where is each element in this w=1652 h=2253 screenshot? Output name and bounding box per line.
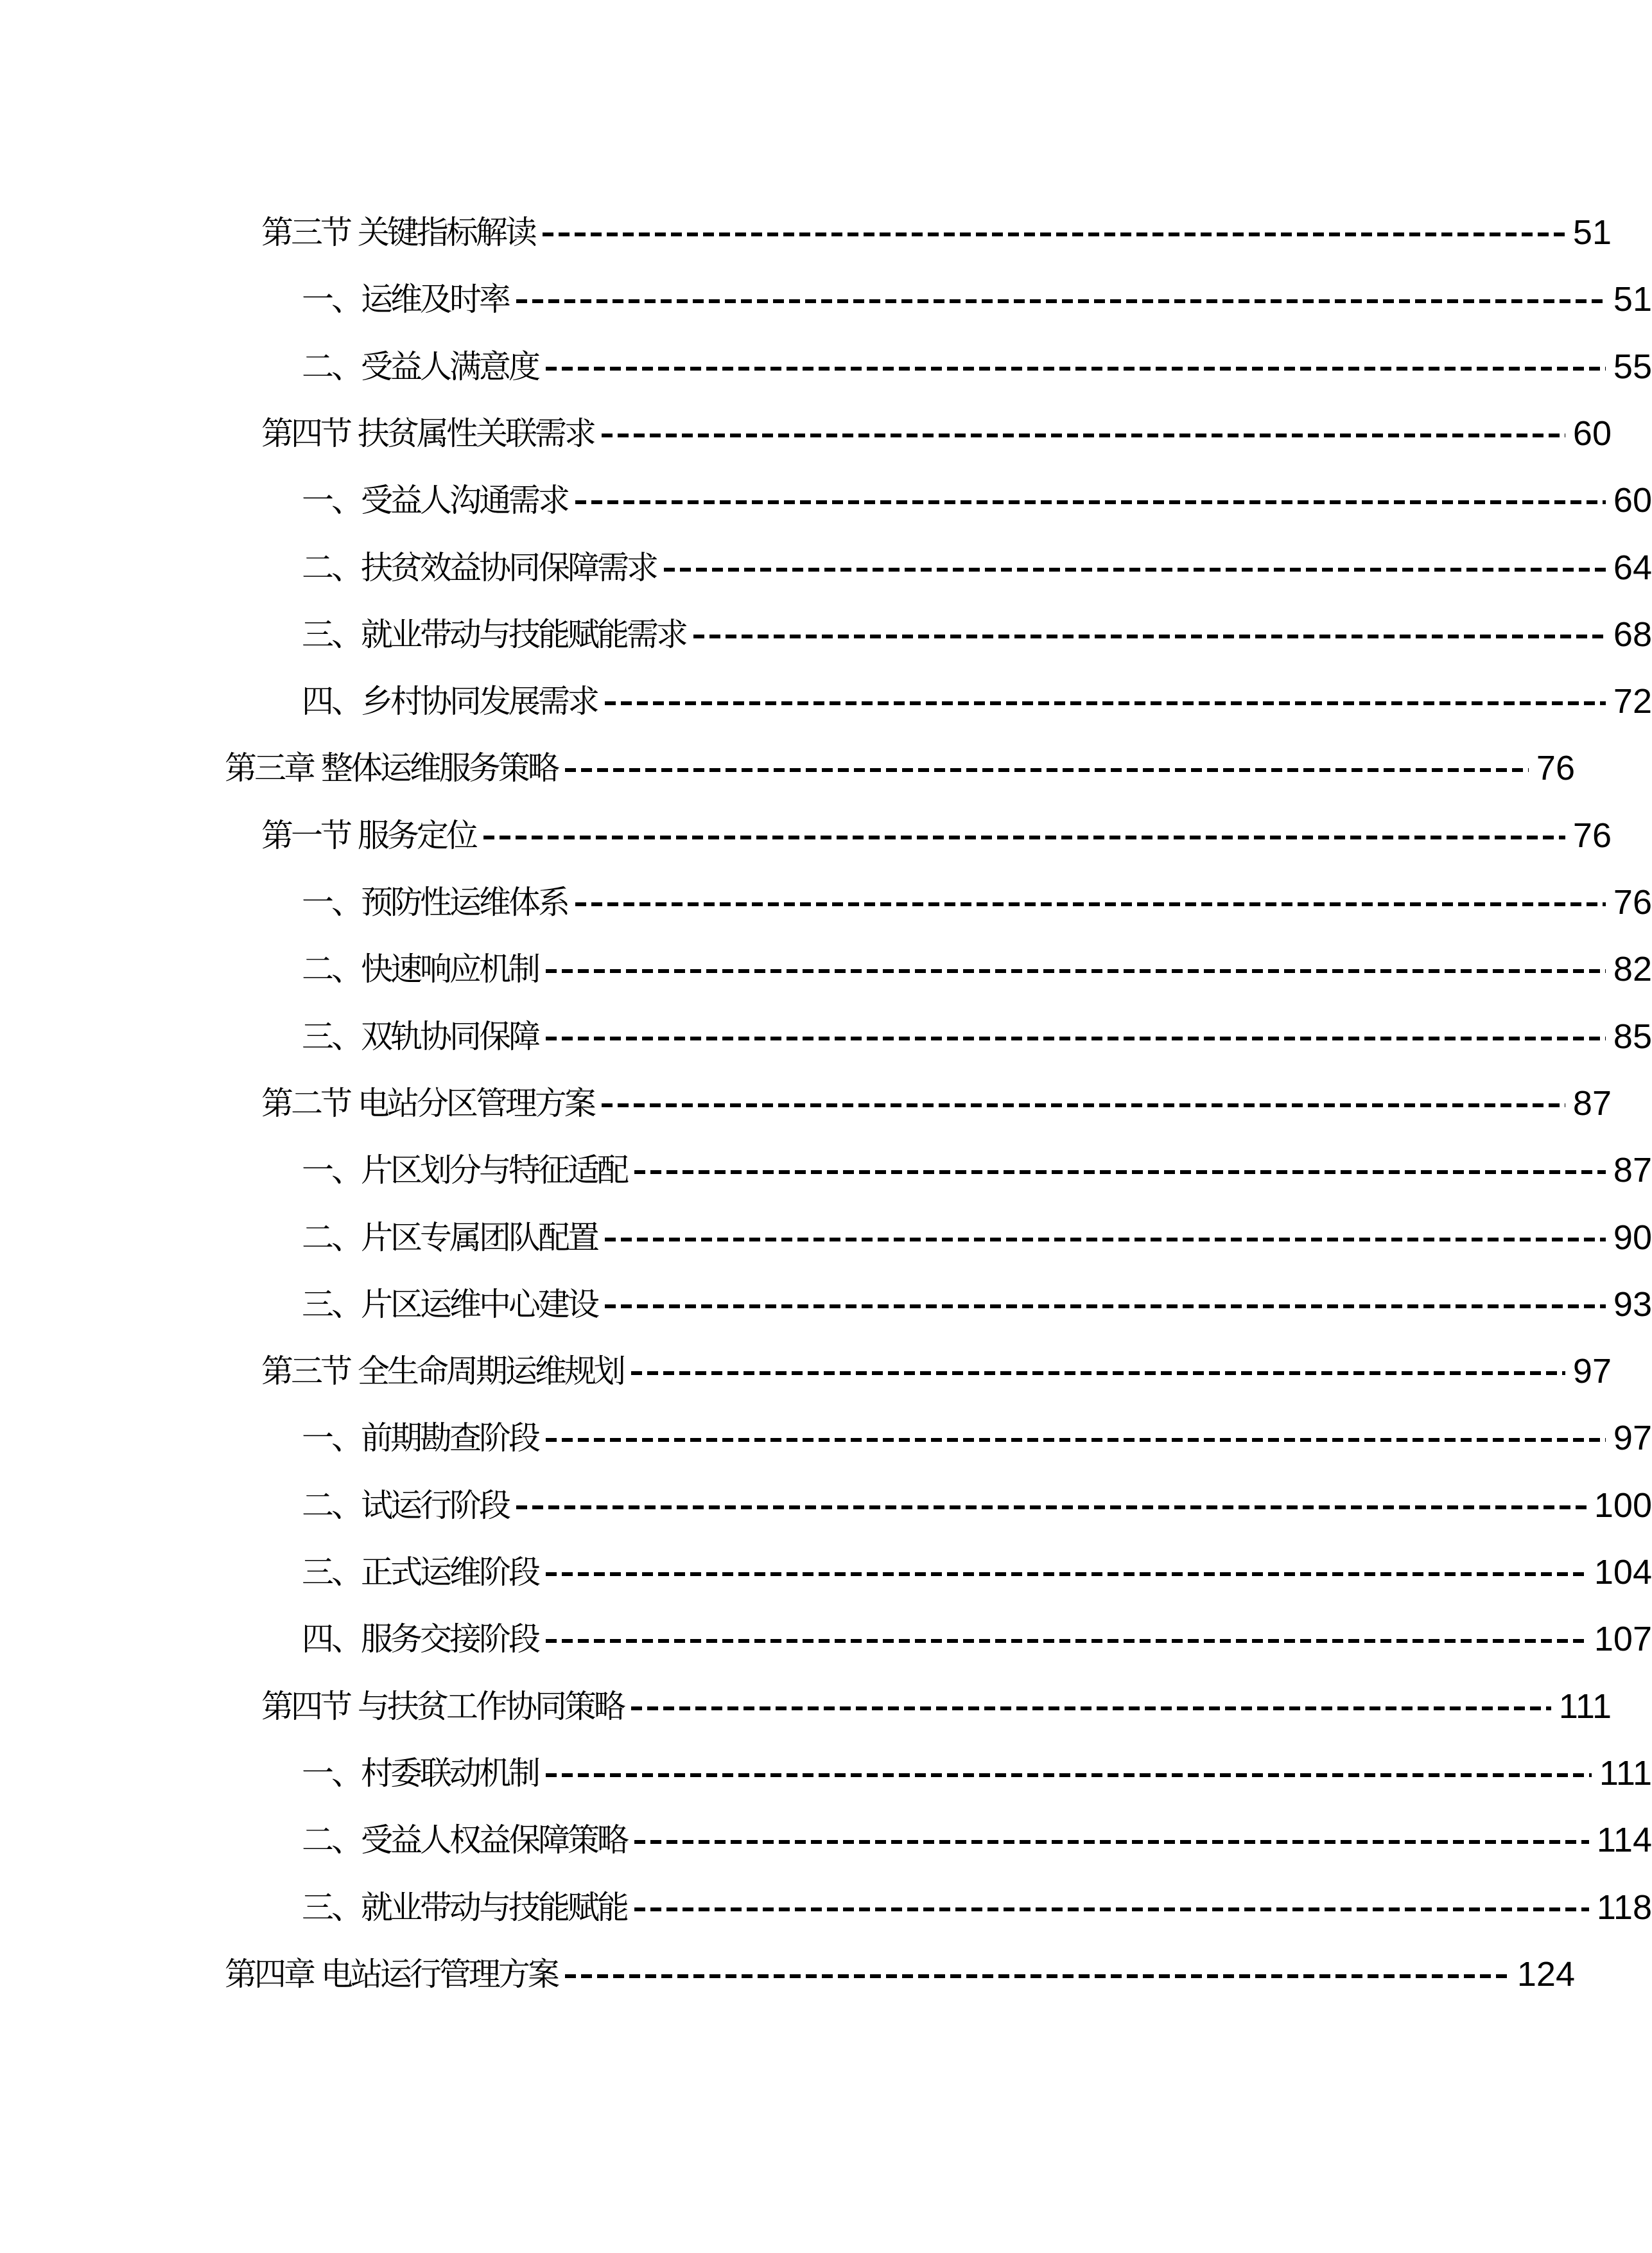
toc-entry-title: 第三节 关键指标解读 (261, 214, 535, 251)
toc-entry-title: 第四节 扶贫属性关联需求 (261, 414, 594, 452)
toc-subsection-entry[interactable] (0, 1405, 1652, 1471)
toc-dot-leader (546, 969, 1606, 973)
toc-entry-title: 二、试运行阶段 (302, 1486, 509, 1524)
toc-entry-title: 第四节 与扶贫工作协同策略 (261, 1687, 623, 1725)
toc-entry-title: 第三章 整体运维服务策略 (225, 750, 557, 787)
toc-dot-leader (546, 1572, 1587, 1576)
toc-dot-leader (546, 367, 1606, 371)
toc-subsection-entry[interactable] (0, 1874, 1652, 1941)
toc-page-number: 111 (1599, 1753, 1652, 1793)
toc-dot-leader (546, 1438, 1606, 1442)
toc-dot-leader (546, 1639, 1587, 1643)
toc-entry-title: 第四章 电站运行管理方案 (225, 1955, 557, 1993)
toc-page-number: 93 (1613, 1284, 1652, 1324)
toc-page-number: 51 (1572, 213, 1612, 252)
toc-entry-title: 二、片区专属团队配置 (302, 1218, 597, 1256)
toc-section-entry[interactable] (0, 1673, 1612, 1740)
toc-page-number: 114 (1596, 1821, 1652, 1860)
toc-entry-title: 一、受益人沟通需求 (302, 482, 568, 520)
toc-page-number: 104 (1594, 1553, 1652, 1591)
toc-page-number: 51 (1613, 280, 1652, 319)
toc-entry-title: 一、片区划分与特征适配 (302, 1152, 627, 1189)
toc-page-number: 76 (1572, 816, 1612, 855)
toc-page-number: 55 (1613, 347, 1652, 386)
toc-dot-leader (634, 1840, 1589, 1844)
toc-entry-title: 二、快速响应机制 (302, 951, 538, 988)
toc-section-entry[interactable] (0, 199, 1612, 266)
toc-dot-leader (516, 299, 1606, 303)
toc-section-entry[interactable] (0, 1338, 1612, 1405)
toc-subsection-entry[interactable] (0, 467, 1652, 534)
toc-subsection-entry[interactable] (0, 869, 1652, 936)
toc-dot-leader (516, 1505, 1587, 1509)
toc-dot-leader (634, 1907, 1589, 1911)
toc-entry-title: 第一节 服务定位 (261, 816, 476, 854)
toc-entry-title: 四、乡村协同发展需求 (302, 683, 597, 721)
toc-dot-leader (693, 635, 1606, 638)
toc-subsection-entry[interactable] (0, 1271, 1652, 1338)
toc-dot-leader (546, 1773, 1592, 1777)
toc-subsection-entry[interactable] (0, 1606, 1652, 1672)
toc-dot-leader (602, 1103, 1565, 1107)
toc-entry-title: 二、受益人权益保障策略 (302, 1821, 627, 1859)
toc-subsection-entry[interactable] (0, 1807, 1652, 1873)
toc-dot-leader (575, 500, 1606, 504)
toc-dot-leader (483, 836, 1565, 839)
toc-subsection-entry[interactable] (0, 668, 1652, 735)
toc-chapter-entry[interactable] (0, 735, 1575, 802)
toc-subsection-entry[interactable] (0, 1472, 1652, 1539)
toc-page-number: 60 (1572, 414, 1612, 453)
toc-chapter-entry[interactable] (0, 1941, 1575, 2008)
toc-dot-leader (602, 434, 1565, 437)
toc-page-number: 68 (1613, 615, 1652, 654)
toc-subsection-entry[interactable] (0, 1539, 1652, 1606)
toc-entry-title: 一、预防性运维体系 (302, 884, 568, 921)
toc-page-number: 97 (1613, 1419, 1652, 1458)
toc-entry-title: 第二节 电站分区管理方案 (261, 1084, 594, 1122)
toc-page-number: 100 (1594, 1486, 1652, 1525)
toc-dot-leader (631, 1371, 1565, 1375)
toc-entry-title: 一、运维及时率 (302, 281, 509, 319)
toc-entry-title: 一、前期勘查阶段 (302, 1419, 538, 1457)
toc-subsection-entry[interactable] (0, 534, 1652, 601)
toc-entry-title: 三、双轨协同保障 (302, 1017, 538, 1055)
toc-dot-leader (565, 768, 1529, 772)
toc-section-entry[interactable] (0, 400, 1612, 467)
toc-page-number: 72 (1613, 682, 1652, 721)
toc-entry-title: 三、就业带动与技能赋能 (302, 1888, 627, 1926)
toc-subsection-entry[interactable] (0, 1204, 1652, 1271)
toc-dot-leader (605, 1304, 1606, 1308)
toc-page-number: 82 (1613, 950, 1652, 989)
toc-page-number: 111 (1558, 1687, 1612, 1726)
toc-subsection-entry[interactable] (0, 1003, 1652, 1070)
toc-page-number: 118 (1596, 1888, 1652, 1927)
toc-page-number: 107 (1594, 1620, 1652, 1659)
toc-page-number: 124 (1517, 1954, 1575, 1994)
toc-dot-leader (631, 1706, 1551, 1710)
toc-page-number: 64 (1613, 548, 1652, 587)
toc-entry-title: 三、就业带动与技能赋能需求 (302, 615, 686, 653)
toc-dot-leader (605, 701, 1606, 705)
toc-subsection-entry[interactable] (0, 333, 1652, 400)
toc-section-entry[interactable] (0, 802, 1612, 869)
toc-entry-title: 二、扶贫效益协同保障需求 (302, 548, 656, 586)
toc-subsection-entry[interactable] (0, 601, 1652, 668)
toc-page-number: 85 (1613, 1017, 1652, 1056)
toc-dot-leader (565, 1974, 1509, 1978)
toc-entry-title: 三、正式运维阶段 (302, 1554, 538, 1591)
toc-subsection-entry[interactable] (0, 936, 1652, 1003)
toc-entry-title: 一、村委联动机制 (302, 1754, 538, 1792)
toc-entry-title: 二、受益人满意度 (302, 347, 538, 385)
toc-dot-leader (546, 1037, 1606, 1040)
toc-page-number: 97 (1572, 1352, 1612, 1391)
toc-entry-title: 四、服务交接阶段 (302, 1620, 538, 1658)
toc-page-number: 87 (1613, 1151, 1652, 1190)
toc-entry-title: 三、片区运维中心建设 (302, 1285, 597, 1323)
toc-page-number: 87 (1572, 1083, 1612, 1123)
toc-page-number: 76 (1536, 749, 1575, 788)
toc-dot-leader (575, 902, 1606, 906)
toc-dot-leader (664, 568, 1606, 572)
toc-subsection-entry[interactable] (0, 1137, 1652, 1204)
toc-subsection-entry[interactable] (0, 266, 1652, 333)
toc-section-entry[interactable] (0, 1070, 1612, 1137)
toc-dot-leader (543, 232, 1565, 236)
toc-dot-leader (634, 1170, 1606, 1174)
toc-dot-leader (605, 1238, 1606, 1241)
toc-page-number: 76 (1613, 883, 1652, 922)
toc-page-number: 90 (1613, 1218, 1652, 1257)
toc-entry-title: 第三节 全生命周期运维规划 (261, 1353, 623, 1390)
toc-subsection-entry[interactable] (0, 1740, 1652, 1807)
toc-page-number: 60 (1613, 481, 1652, 520)
